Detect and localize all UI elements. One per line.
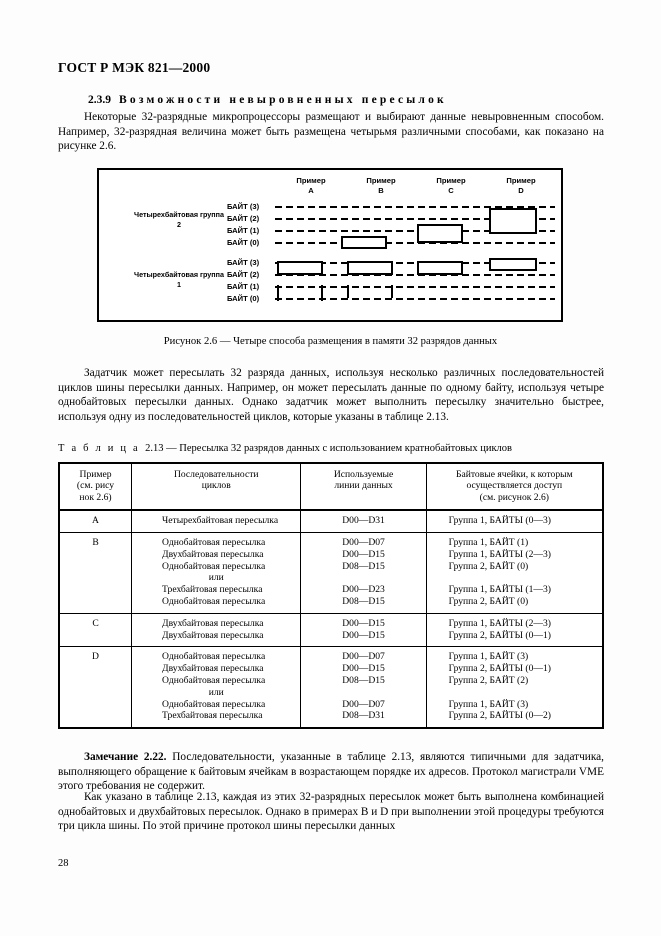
figure-byte-label-g2-0: БАЙТ (3) — [227, 202, 260, 211]
table-column-header-1 — [59, 463, 132, 510]
note-label: Замечание 2.22. — [84, 751, 167, 763]
column-header-line2: D — [518, 185, 524, 195]
cell-example: C — [59, 613, 132, 647]
column-header-line2: B — [378, 185, 384, 195]
header-line: Последовательности — [173, 469, 259, 480]
group-label-line1: Четырехбайтовая группа — [134, 210, 224, 219]
table-row — [59, 613, 603, 647]
table-caption-word: Т а б л и ц а — [58, 443, 140, 454]
data-line-range: D00—D07 — [342, 537, 385, 549]
data-line-range: D00—D23 — [342, 584, 385, 596]
header-line: линии данных — [334, 480, 393, 492]
group-label-line1: Четырехбайтовая группа — [134, 270, 224, 279]
data-line-range: D08—D15 — [342, 560, 385, 572]
cell-sequences — [132, 533, 301, 614]
sequence-line: Однобайтовая пересылка — [162, 651, 266, 663]
byte-cell-line: Группа 2, БАЙТЫ (0—1) — [448, 663, 551, 675]
byte-cell-line: Группа 2, БАЙТ (0) — [448, 596, 529, 607]
paragraph-note — [58, 750, 604, 794]
data-line-range: D08—D15 — [342, 596, 385, 607]
cell-sequences — [132, 613, 301, 647]
byte-cell-line: Группа 2, БАЙТ (0) — [448, 560, 529, 572]
figure-byte-label-g1-0: БАЙТ (3) — [227, 258, 260, 267]
paragraph-body: Задатчик может пересылать 32 разряда данных, используя несколько различных последовательностей циклов шины пересылки данных. Например, он может пересылать данные по одному байту, используя четыре однобайтовых пересылки данных. Однако задатчик может выполнить пересылку значительно быстрее, используя одну из последовательностей циклов, которые указаны в таблице 2.13. — [58, 367, 604, 423]
figure-dashed-row — [275, 286, 555, 288]
header-line: нок 2.6) — [79, 491, 112, 503]
header-line: Используемые — [333, 469, 394, 480]
document-standard-header: ГОСТ Р МЭК 821—2000 — [58, 60, 211, 75]
header-line: (см. рису — [76, 480, 115, 492]
spacer — [305, 687, 421, 699]
figure-data-block — [347, 261, 393, 275]
byte-cell-line: Группа 1, БАЙТ (3) — [448, 651, 529, 663]
table-header-row — [59, 463, 603, 510]
cell-byte-cells — [426, 647, 603, 728]
sequence-line: Однобайтовая пересылка — [162, 537, 266, 549]
figure-byte-label-g2-2: БАЙТ (1) — [227, 226, 260, 235]
figure-byte-label-g1-2: БАЙТ (1) — [227, 282, 260, 291]
cell-example: B — [59, 533, 132, 614]
figure-column-header-a — [284, 176, 338, 195]
sequence-line: Двухбайтовая пересылка — [162, 548, 264, 560]
column-header-line2: A — [308, 185, 314, 195]
cell-byte-cells — [426, 613, 603, 647]
data-line-range: D08—D15 — [342, 674, 385, 686]
figure-data-block — [341, 236, 387, 249]
figure-block-edge — [277, 293, 279, 301]
paragraph-intro: Некоторые 32-разрядные микропроцессоры размещают и выбирают данные невыровненным способом. Например, 32-разрядная величина может быть размещена четырьмя различными способами, как показано на рисунке 2.6. — [58, 111, 604, 153]
column-header-line1: Пример — [296, 176, 326, 185]
byte-cell-line: Группа 1, БАЙТЫ (2—3) — [448, 548, 551, 560]
cell-data-lines — [301, 647, 426, 728]
figure-dashed-row — [275, 298, 555, 300]
spacer — [305, 572, 421, 584]
header-line: (см. рисунок 2.6) — [479, 491, 549, 503]
section-heading — [88, 94, 447, 106]
cell-data-lines — [301, 613, 426, 647]
byte-cell-line: Группа 1, БАЙТЫ (0—3) — [448, 515, 551, 527]
spacer — [431, 687, 598, 699]
cell-data-lines — [301, 533, 426, 614]
cell-byte-cells — [426, 510, 603, 532]
header-line: Пример — [79, 469, 112, 480]
sequence-line: Трехбайтовая пересылка — [162, 584, 263, 596]
note-text: Последовательности, указанные в таблице 2.13, являются типичными для задатчика, выполняющего обращение к байтовым ячейкам в возрастающем порядке их адресов. Протокол магистрали VME этого требования не содержит. — [58, 751, 604, 793]
data-line-range: D00—D07 — [342, 698, 385, 710]
byte-cell-line: Группа 1, БАЙТЫ (2—3) — [448, 617, 551, 629]
figure-byte-label-g2-3: БАЙТ (0) — [227, 238, 260, 247]
data-line-range: D08—D31 — [342, 710, 385, 722]
data-line-range: D00—D31 — [342, 515, 385, 527]
figure-data-block — [277, 261, 323, 275]
column-header-line1: Пример — [436, 176, 466, 185]
column-header-line1: Пример — [366, 176, 396, 185]
figure-column-header-b — [354, 176, 408, 195]
data-line-range: D00—D15 — [342, 548, 385, 560]
sequence-line: Четырехбайтовая пересылка — [162, 515, 279, 527]
sequence-line: Однобайтовая пересылка — [162, 698, 266, 710]
figure-data-block — [417, 224, 463, 243]
figure-caption: Рисунок 2.6 — Четыре способа размещения в памяти 32 разрядов данных — [163, 336, 498, 347]
figure-byte-label-g2-1: БАЙТ (2) — [227, 214, 260, 223]
table-row — [59, 647, 603, 728]
header-line: Байтовые ячейки, к которым — [455, 469, 573, 480]
table-row — [59, 510, 603, 532]
sequence-line: Двухбайтовая пересылка — [162, 629, 264, 641]
byte-cell-line: Группа 2, БАЙТЫ (0—2) — [448, 710, 551, 722]
sequence-line: Однобайтовая пересылка — [162, 674, 266, 686]
cell-sequences — [132, 647, 301, 728]
figure-data-block — [489, 258, 537, 271]
byte-cell-line: Группа 2, БАЙТ (2) — [448, 674, 529, 686]
cell-sequences — [132, 510, 301, 532]
group-label-line2: 1 — [177, 279, 181, 289]
figure-2-6 — [97, 168, 563, 322]
table-column-header-3 — [301, 463, 426, 510]
data-line-range: D00—D15 — [342, 663, 385, 675]
table-caption — [58, 443, 512, 454]
table-row — [59, 533, 603, 614]
byte-cell-line: Группа 1, БАЙТ (3) — [448, 698, 529, 710]
sequence-or: или — [208, 686, 224, 698]
figure-block-edge — [391, 285, 393, 298]
figure-column-header-d — [494, 176, 548, 195]
byte-cell-line: Группа 1, БАЙТ (1) — [448, 537, 529, 549]
section-number: 2.3.9 — [88, 94, 111, 106]
cell-example: D — [59, 647, 132, 728]
table-caption-rest: 2.13 — Пересылка 32 разрядов данных с использованием кратнобайтовых циклов — [145, 443, 512, 454]
column-header-line1: Пример — [506, 176, 536, 185]
group-label-line2: 2 — [177, 219, 181, 229]
header-line: осуществляется доступ — [466, 480, 563, 492]
spacer — [431, 572, 598, 584]
sequence-or: или — [208, 572, 224, 584]
section-title-text: Возможности невыровненных пересылок — [119, 94, 447, 106]
byte-cell-line: Группа 1, БАЙТЫ (1—3) — [448, 584, 551, 596]
figure-block-edge — [321, 293, 323, 301]
page-number: 28 — [58, 858, 69, 869]
byte-cell-line: Группа 2, БАЙТЫ (0—1) — [448, 629, 551, 641]
data-line-range: D00—D15 — [342, 617, 385, 629]
table-column-header-4 — [426, 463, 603, 510]
paragraph-last: Как указано в таблице 2.13, каждая из этих 32-разрядных пересылок может быть выполнена комбинацией однобайтовых и двухбайтовых пересылок. Однако в примерах B и D при выполнении этой процедуры требуются три цикла шины. По этой причине протокол шины пересылки данных — [58, 791, 604, 833]
sequence-line: Двухбайтовая пересылка — [162, 663, 264, 675]
cell-example: A — [59, 510, 132, 532]
sequence-line: Трехбайтовая пересылка — [162, 710, 263, 722]
cell-byte-cells — [426, 533, 603, 614]
table-body — [59, 510, 603, 728]
figure-block-edge — [347, 285, 349, 298]
table-column-header-2 — [132, 463, 301, 510]
sequence-line: Однобайтовая пересылка — [162, 596, 266, 607]
figure-byte-label-g1-1: БАЙТ (2) — [227, 270, 260, 279]
figure-data-block — [417, 261, 463, 275]
header-line: циклов — [201, 480, 231, 492]
figure-byte-label-g1-3: БАЙТ (0) — [227, 294, 260, 303]
data-line-range: D00—D07 — [342, 651, 385, 663]
figure-data-block — [489, 208, 537, 234]
figure-dashed-row — [275, 242, 555, 244]
column-header-line2: C — [448, 185, 454, 195]
sequence-line: Однобайтовая пересылка — [162, 560, 266, 572]
sequence-line: Двухбайтовая пересылка — [162, 617, 264, 629]
figure-column-header-c — [424, 176, 478, 195]
data-line-range: D00—D15 — [342, 629, 385, 641]
cell-data-lines — [301, 510, 426, 532]
table-2-13 — [58, 462, 604, 729]
